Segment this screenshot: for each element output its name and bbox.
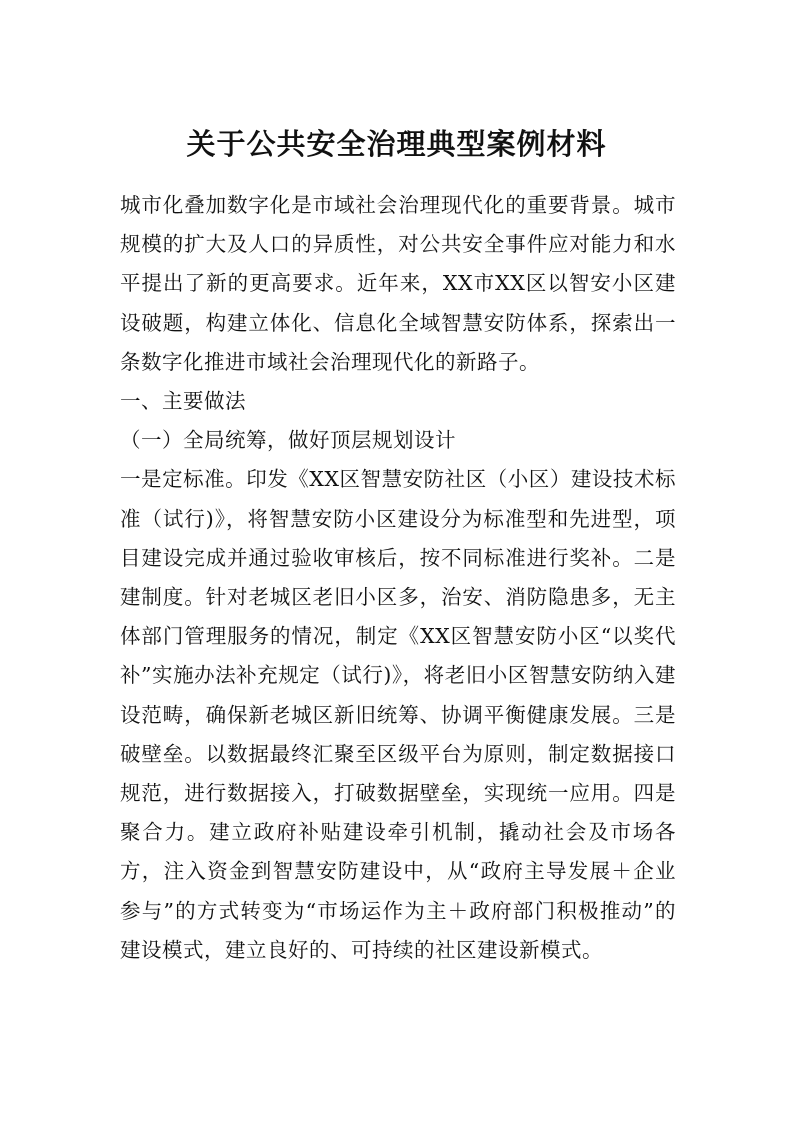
intro-paragraph: 城市化叠加数字化是市域社会治理现代化的重要背景。城市规模的扩大及人口的异质性，对公共安全事件应对能力和水平提出了新的更高要求。近年来，XX市XX区以智安小区建设破题，构建立体化、信息化全域智慧安防体系，探索出一条数字化推进市域社会治理现代化的新路子。 bbox=[120, 193, 676, 374]
body-paragraph: 一是定标准。印发《XX区智慧安防社区（小区）建设技术标准（试行)》，将智慧安防小区建设分为标准型和先进型，项目建设完成并通过验收审核后，按不同标准进行奖补。二是建制度。针对老城区老旧小区多，治安、消防隐患多，无主体部门管理服务的情况，制定《XX区智慧安防小区“以奖代补”实施办法补充规定（试行)》，将老旧小区智慧安防纳入建设范畴，确保新老城区新旧统筹、协调平衡健康发展。三是破壁垒。以数据最终汇聚至区级平台为原则，制定数据接口规范，进行数据接入，打破数据壁垒，实现统一应用。四是聚合力。建立政府补贴建设牵引机制，撬动社会及市场各方，注入资金到智慧安防建设中，从“政府主导发展＋企业参与”的方式转变为“市场运作为主＋政府部门积极推动”的建设模式，建立良好的、可持续的社区建设新模式。 bbox=[120, 467, 676, 962]
document-body bbox=[120, 186, 676, 970]
section-heading: 一、主要做法 bbox=[120, 389, 246, 414]
subsection-heading: （一）全局统筹，做好顶层规划设计 bbox=[120, 428, 456, 453]
document-title: 关于公共安全治理典型案例材料 bbox=[186, 127, 607, 161]
